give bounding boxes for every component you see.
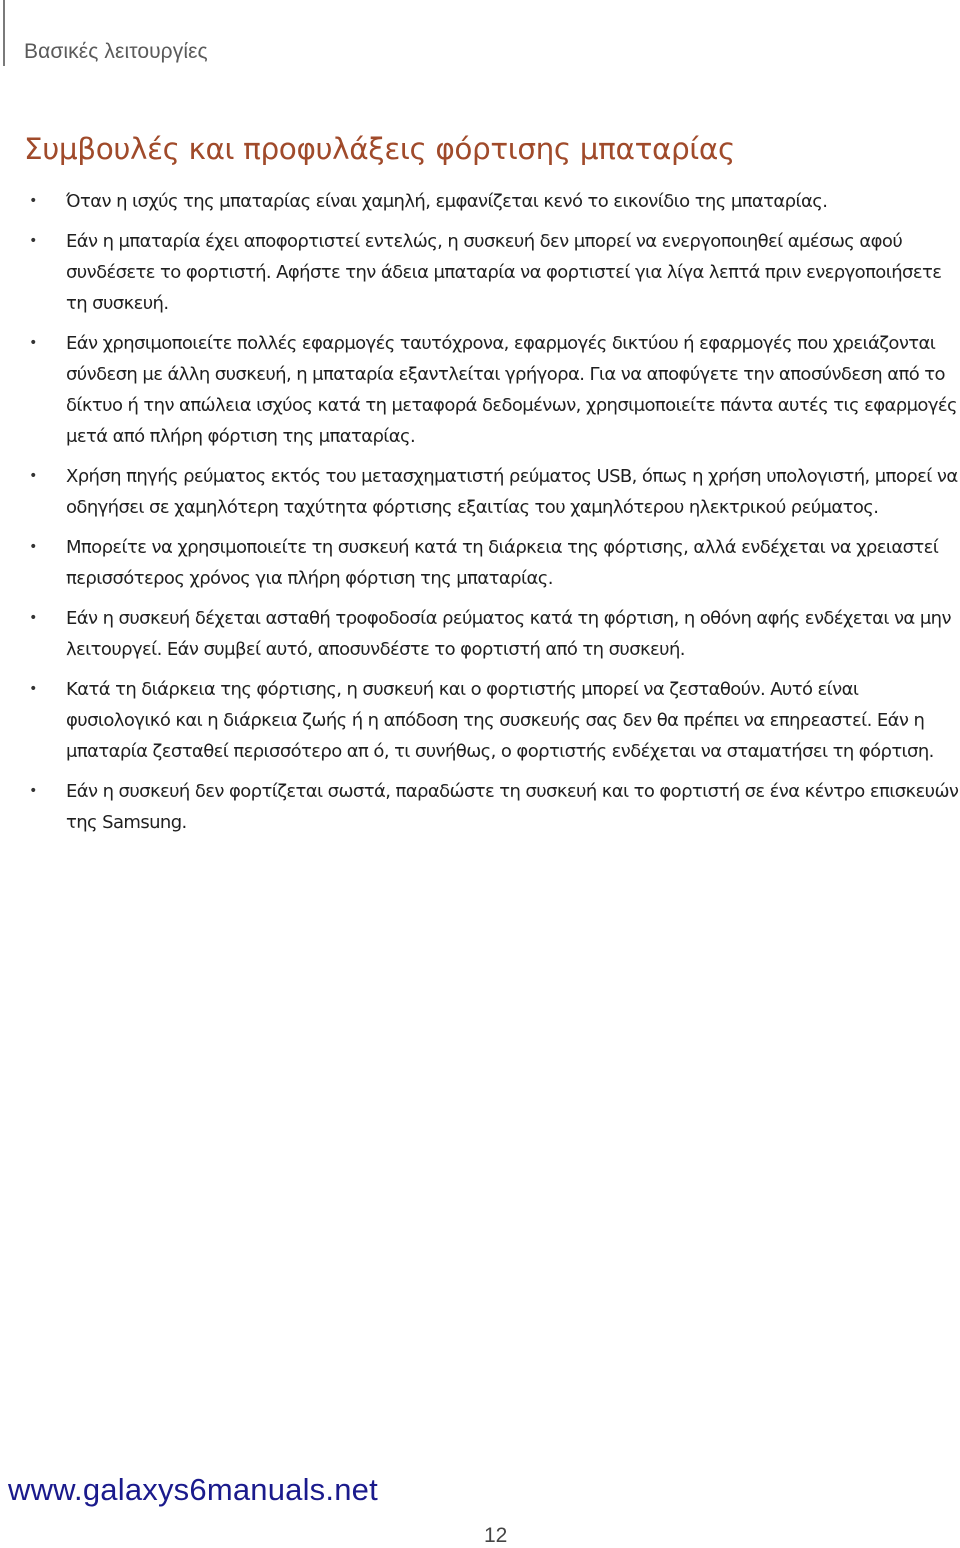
page-edge-rule	[3, 0, 5, 66]
bullet-icon: •	[29, 468, 37, 484]
watermark-link[interactable]: www.galaxys6manuals.net	[8, 1472, 378, 1507]
list-item	[0, 461, 960, 523]
bullet-icon: •	[29, 681, 37, 697]
list-item	[0, 532, 960, 594]
list-item-text: Όταν η ισχύς της μπαταρίας είναι χαμηλή, εμφανίζεται κενό το εικονίδιο της μπαταρίας.	[66, 191, 828, 212]
list-item	[0, 776, 960, 838]
page-number: 12	[484, 1524, 508, 1547]
list-item-text: Χρήση πηγής ρεύματος εκτός του μετασχηματιστή ρεύματος USB, όπως η χρήση υπολογιστή, μπορεί να οδηγήσει σε χαμηλότερη ταχύτητα φόρτισης εξαιτίας του χαμηλότερου ηλεκτρικού ρεύματος.	[66, 466, 958, 518]
bullet-icon: •	[29, 539, 37, 555]
list-item-text: Εάν χρησιμοποιείτε πολλές εφαρμογές ταυτόχρονα, εφαρμογές δικτύου ή εφαρμογές που χρειάζονται σύνδεση με άλλη συσκευή, η μπαταρία εξαντλείται γρήγορα. Για να αποφύγετε την αποσύνδεση από το δίκτυο ή την απώλεια ισχύος κατά τη μεταφορά δεδομένων, χρησιμοποιείτε πάντα αυτές τις εφαρμογές μετά από πλήρη φόρτιση της μπαταρίας.	[66, 333, 957, 447]
bullet-icon: •	[29, 610, 37, 626]
bullet-icon: •	[29, 193, 37, 209]
section-header: Βασικές λειτουργίες	[24, 40, 208, 63]
bullet-icon: •	[29, 335, 37, 351]
list-item-text: Εάν η μπαταρία έχει αποφορτιστεί εντελώς, η συσκευή δεν μπορεί να ενεργοποιηθεί αμέσως αφού συνδέσετε το φορτιστή. Αφήστε την άδεια μπαταρία να φορτιστεί για λίγα λεπτά πριν ενεργοποιήσετε τη συσκευή.	[66, 231, 942, 314]
list-item-text: Μπορείτε να χρησιμοποιείτε τη συσκευή κατά τη διάρκεια της φόρτισης, αλλά ενδέχεται να χρειαστεί περισσότερος χρόνος για πλήρη φόρτιση της μπαταρίας.	[66, 537, 939, 589]
list-item	[0, 328, 960, 452]
tips-list	[0, 186, 960, 847]
list-item	[0, 186, 960, 217]
list-item	[0, 603, 960, 665]
bullet-icon: •	[29, 233, 37, 249]
list-item-text: Εάν η συσκευή δέχεται ασταθή τροφοδοσία ρεύματος κατά τη φόρτιση, η οθόνη αφής ενδέχεται να μην λειτουργεί. Εάν συμβεί αυτό, αποσυνδέστε το φορτιστή από τη συσκευή.	[66, 608, 951, 660]
list-item	[0, 674, 960, 767]
list-item	[0, 226, 960, 319]
list-item-text: Εάν η συσκευή δεν φορτίζεται σωστά, παραδώστε τη συσκευή και το φορτιστή σε ένα κέντρο επισκευών της Samsung.	[66, 781, 959, 833]
bullet-icon: •	[29, 783, 37, 799]
page-title: Συμβουλές και προφυλάξεις φόρτισης μπαταρίας	[24, 132, 735, 166]
list-item-text: Κατά τη διάρκεια της φόρτισης, η συσκευή και ο φορτιστής μπορεί να ζεσταθούν. Αυτό είναι φυσιολογικό και η διάρκεια ζωής ή η απόδοση της συσκευής σας δεν θα πρέπει να επηρεαστεί. Εάν η μπαταρία ζεσταθεί περισσότερο απ ό, τι συνήθως, ο φορτιστής ενδέχεται να σταματήσει τη φόρτιση.	[66, 679, 934, 762]
